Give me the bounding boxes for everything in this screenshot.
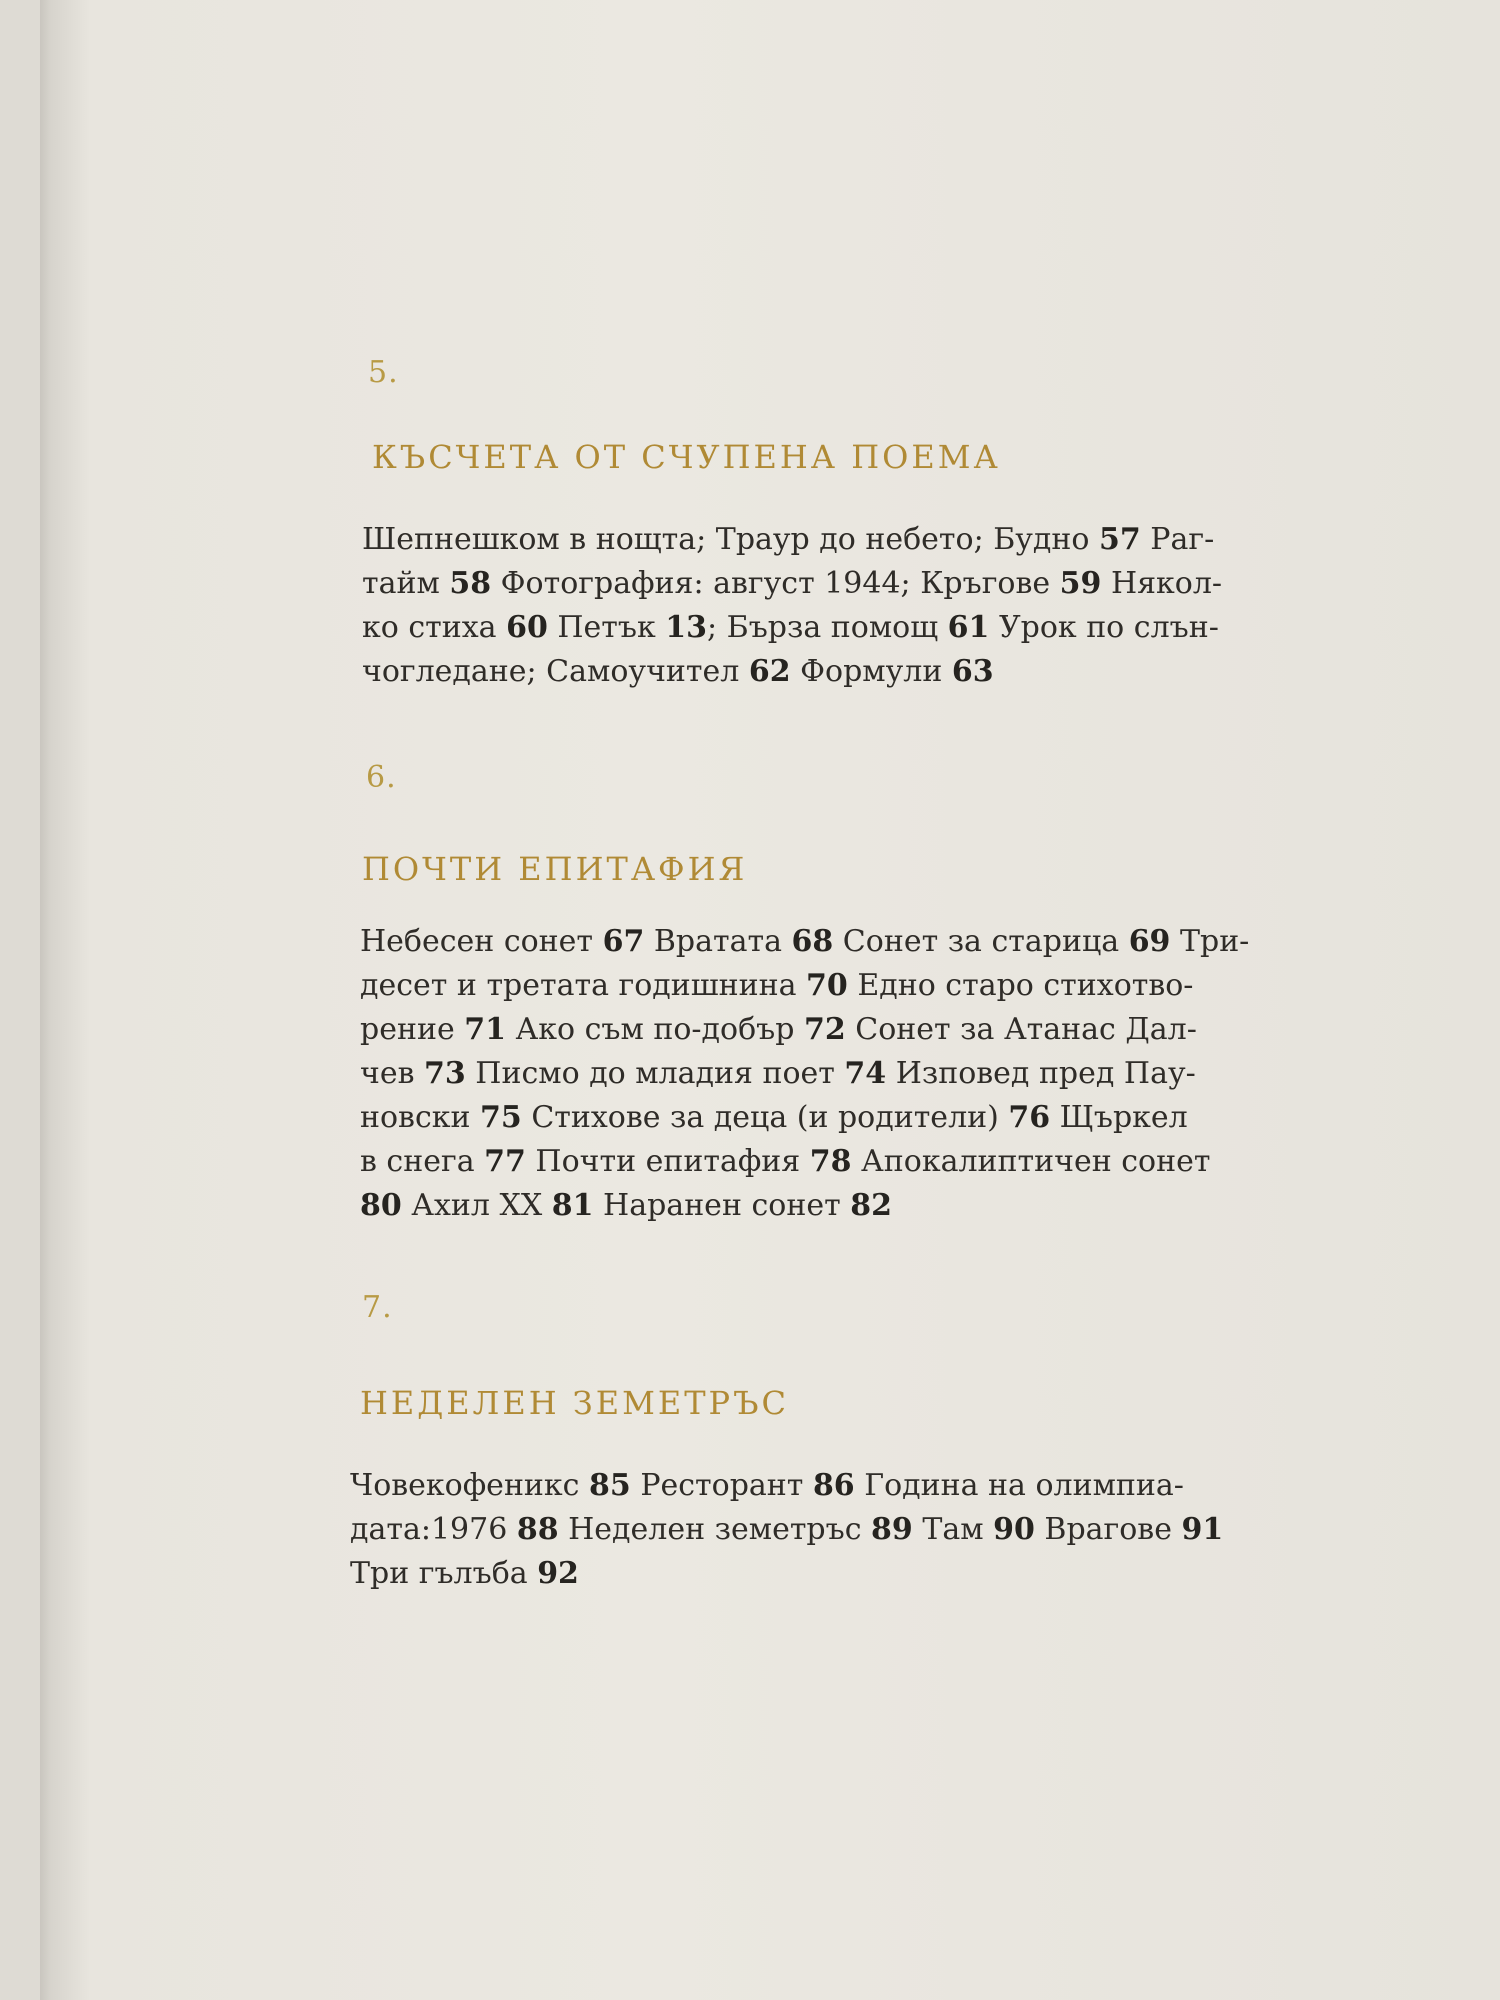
toc-line: тайм 58 Фотография: август 1944; Кръгове 59 Някол- bbox=[362, 566, 1223, 601]
toc-line: Три гълъба 92 bbox=[350, 1556, 579, 1591]
toc-line: в снега 77 Почти епитафия 78 Апокалиптичен сонет bbox=[360, 1144, 1211, 1179]
toc-line: десет и третата годишнина 70 Едно старо стихотво- bbox=[360, 968, 1194, 1003]
toc-line: чев 73 Писмо до младия поет 74 Изповед пред Пау- bbox=[360, 1056, 1196, 1091]
section-title: ПОЧТИ ЕПИТАФИЯ bbox=[362, 850, 748, 888]
toc-line: Човекофеникс 85 Ресторант 86 Година на олимпиа- bbox=[350, 1468, 1184, 1503]
toc-line: новски 75 Стихове за деца (и родители) 76 Щъркел bbox=[360, 1100, 1188, 1135]
section-number: 5. bbox=[368, 355, 399, 390]
section-number: 7. bbox=[362, 1290, 393, 1325]
toc-line: дата:1976 88 Неделен земетръс 89 Там 90 Врагове 91 bbox=[350, 1512, 1224, 1547]
toc-line: Шепнешком в нощта; Траур до небето; Будно 57 Раг- bbox=[362, 522, 1215, 557]
section-title: КЪСЧЕТА ОТ СЧУПЕНА ПОЕМА bbox=[372, 438, 1001, 476]
toc-line: ко стиха 60 Петък 13; Бърза помощ 61 Урок по слън- bbox=[362, 610, 1219, 645]
page-left-edge bbox=[0, 0, 40, 2000]
toc-line: чогледане; Самоучител 62 Формули 63 bbox=[362, 654, 994, 689]
section-number: 6. bbox=[366, 760, 397, 795]
section-title: НЕДЕЛЕН ЗЕМЕТРЪС bbox=[360, 1384, 789, 1422]
toc-line: рение 71 Ако съм по-добър 72 Сонет за Атанас Дал- bbox=[360, 1012, 1197, 1047]
toc-line: 80 Ахил XX 81 Наранен сонет 82 bbox=[360, 1188, 892, 1223]
toc-line: Небесен сонет 67 Вратата 68 Сонет за старица 69 Три- bbox=[360, 924, 1250, 959]
